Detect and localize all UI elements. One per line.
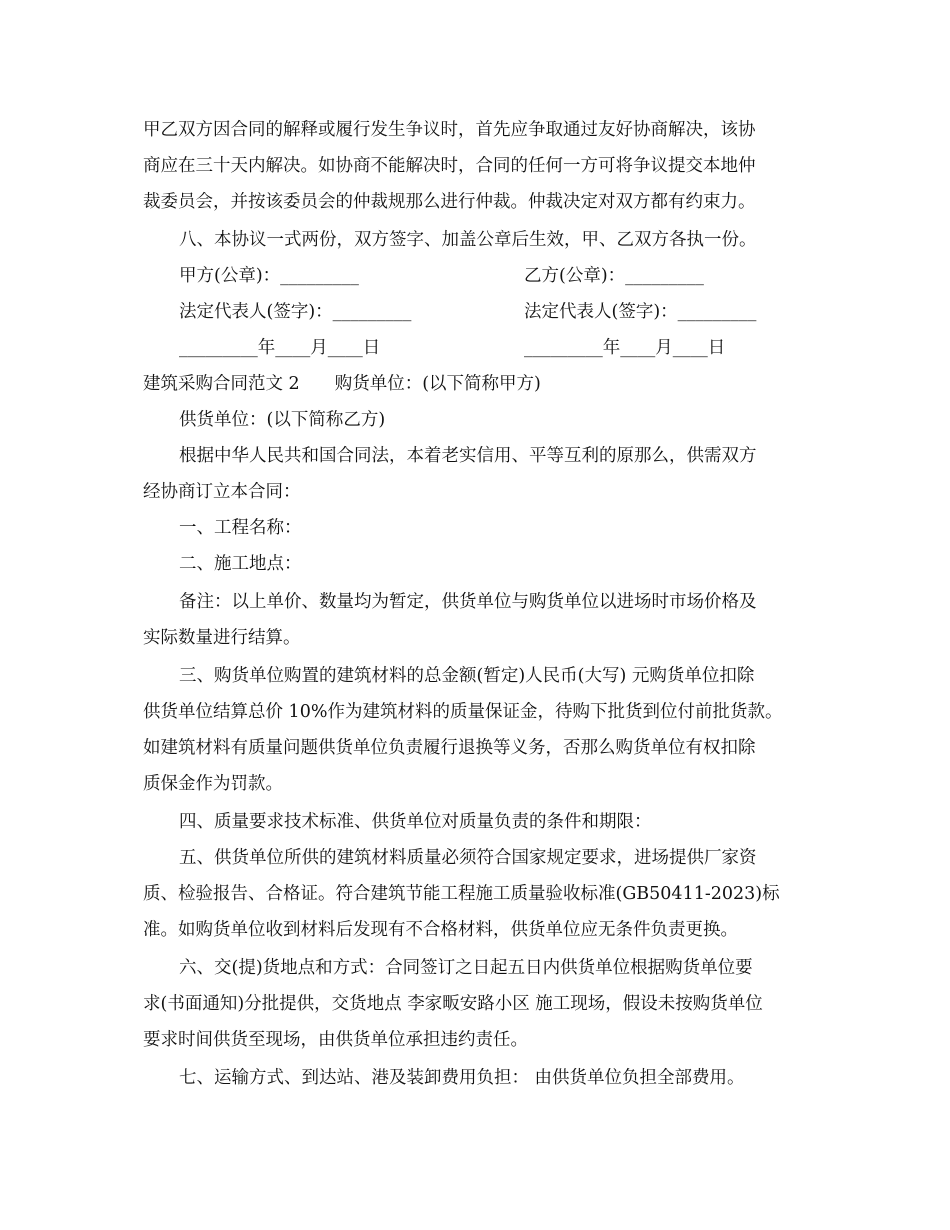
signature-party-a: 甲方(公章)：_________ — [179, 266, 359, 286]
paragraph-dispute-line-2: 商应在三十天内解决。如协商不能解决时，合同的任何一方可将争议提交本地仲 — [143, 156, 756, 176]
representative-party-a: 法定代表人(签字)：_________ — [179, 302, 412, 322]
contract-title-2: 建筑采购合同范文 2 购货单位：(以下简称甲方) — [143, 374, 541, 394]
item-quality-requirements: 四、质量要求技术标准、供货单位对质量负责的条件和期限： — [179, 812, 652, 832]
item-project-name: 一、工程名称： — [179, 518, 302, 538]
paragraph-basis-line-2: 经协商订立本合同： — [143, 482, 301, 502]
item-amount-line-1: 三、购货单位购置的建筑材料的总金额(暂定)人民币(大写) 元购货单位扣除 — [179, 666, 755, 686]
item-quality-line-2: 质、检验报告、合格证。符合建筑节能工程施工质量验收标准(GB50411-2023)标 — [143, 884, 780, 904]
item-delivery-line-1: 六、交(提)货地点和方式：合同签订之日起五日内供货单位根据购货单位要 — [179, 958, 753, 978]
representative-party-b: 法定代表人(签字)：_________ — [524, 302, 757, 322]
item-transport: 七、运输方式、到达站、港及装卸费用负担： 由供货单位负担全部费用。 — [179, 1068, 745, 1088]
supplier-line: 供货单位：(以下简称乙方) — [179, 410, 386, 430]
item-amount-line-4: 质保金作为罚款。 — [143, 774, 283, 794]
note-line-2: 实际数量进行结算。 — [143, 628, 301, 648]
paragraph-dispute-line-1: 甲乙双方因合同的解释或履行发生争议时，首先应争取通过友好协商解决，该协 — [143, 120, 756, 140]
item-site: 二、施工地点： — [179, 554, 302, 574]
paragraph-basis-line-1: 根据中华人民共和国合同法，本着老实信用、平等互利的原那么，供需双方 — [179, 446, 757, 466]
item-delivery-line-2: 求(书面通知)分批提供，交货地点 李家畈安路小区 施工现场，假设未按购货单位 — [143, 994, 763, 1014]
paragraph-copies: 八、本协议一式两份，双方签字、加盖公章后生效，甲、乙双方各执一份。 — [179, 230, 757, 250]
item-quality-line-1: 五、供货单位所供的建筑材料质量必须符合国家规定要求，进场提供厂家资 — [179, 848, 757, 868]
signature-party-b: 乙方(公章)：_________ — [524, 266, 704, 286]
paragraph-dispute-line-3: 裁委员会，并按该委员会的仲裁规那么进行仲裁。仲裁决定对双方都有约束力。 — [143, 192, 756, 212]
item-amount-line-2: 供货单位结算总价 10%作为建筑材料的质量保证金，待购下批货到位付前批货款。 — [143, 702, 783, 722]
date-party-b: _________年____月____日 — [524, 338, 726, 358]
note-line-1: 备注：以上单价、数量均为暂定，供货单位与购货单位以进场时市场价格及 — [179, 592, 757, 612]
item-delivery-line-3: 要求时间供货至现场，由供货单位承担违约责任。 — [143, 1030, 528, 1050]
date-party-a: _________年____月____日 — [179, 338, 381, 358]
item-amount-line-3: 如建筑材料有质量问题供货单位负责履行退换等义务，否那么购货单位有权扣除 — [143, 738, 756, 758]
item-quality-line-3: 准。如购货单位收到材料后发现有不合格材料，供货单位应无条件负责更换。 — [143, 920, 738, 940]
